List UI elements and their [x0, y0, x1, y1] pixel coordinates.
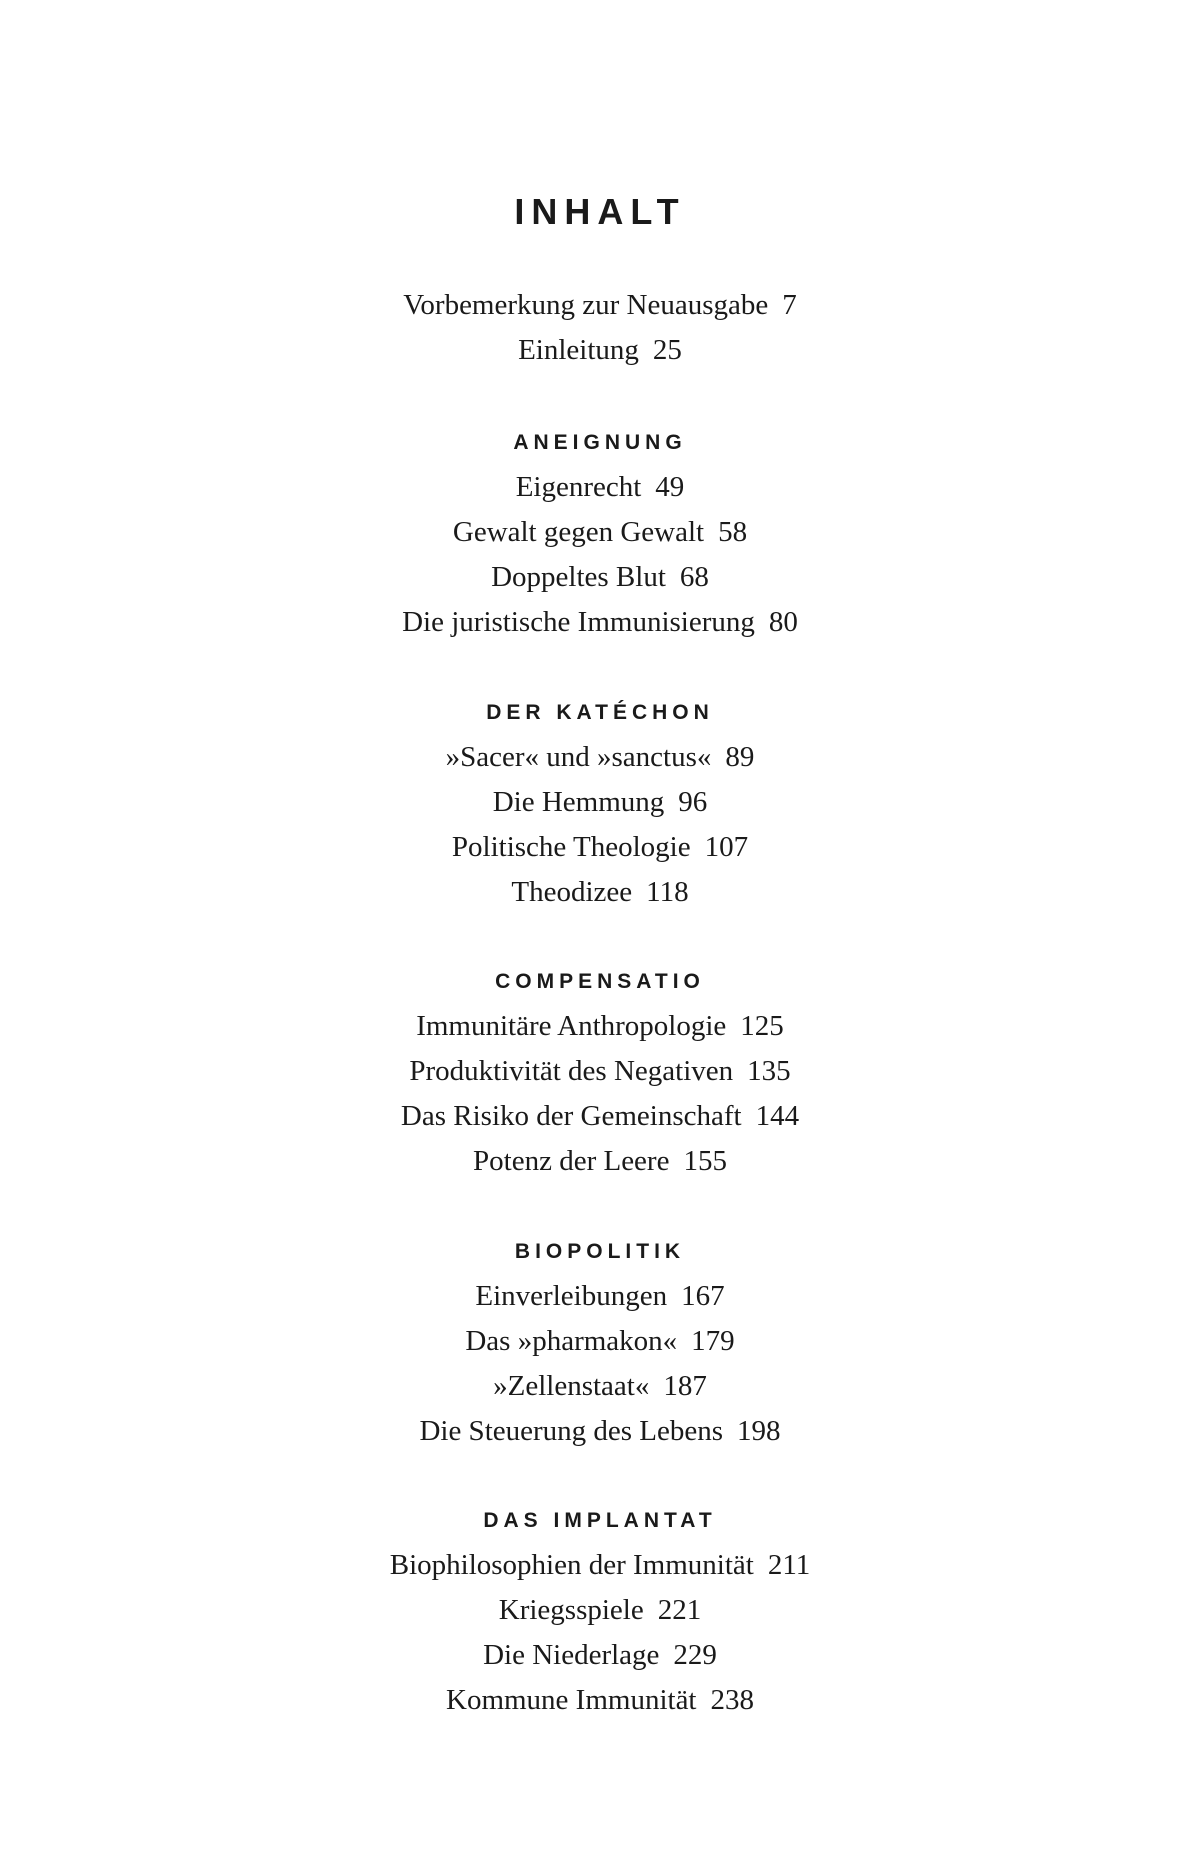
toc-entry-page: 238	[710, 1684, 754, 1716]
toc-entry	[0, 1049, 1200, 1094]
toc-section-das-implantat	[0, 1503, 1200, 1723]
toc-entry-label: Theodizee	[511, 876, 633, 908]
toc-entry-label: Das Risiko der Gemeinschaft	[400, 1100, 742, 1132]
toc-entry-page: 221	[657, 1594, 702, 1626]
toc-entry	[0, 600, 1200, 645]
toc-entry-label: Die juristische Immunisierung	[402, 606, 755, 638]
toc-entry-page: 125	[740, 1010, 784, 1042]
toc-entry	[0, 1274, 1200, 1319]
toc-entry-page: 25	[652, 334, 682, 366]
toc-entry	[0, 465, 1200, 510]
toc-entry-page: 135	[747, 1055, 791, 1087]
toc-entry	[0, 283, 1200, 328]
section-heading: COMPENSATIO	[495, 970, 705, 993]
section-heading: DER KATÉCHON	[486, 701, 714, 724]
toc-section-biopolitik	[0, 1234, 1200, 1454]
toc-entry	[0, 1364, 1200, 1409]
toc-entry-label: Kriegsspiele	[498, 1594, 644, 1626]
toc-entry-page: 58	[718, 516, 748, 548]
toc-entry	[0, 1588, 1200, 1633]
section-heading: DAS IMPLANTAT	[483, 1509, 717, 1532]
toc-entry-page: 187	[663, 1370, 707, 1402]
toc-section-compensatio	[0, 964, 1200, 1184]
toc-entry	[0, 825, 1200, 870]
toc-entry-label: Einverleibungen	[475, 1280, 668, 1312]
toc-entry-label: Immunitäre Anthropologie	[416, 1010, 727, 1042]
front-matter-list	[0, 283, 1200, 373]
toc-entry	[0, 780, 1200, 825]
toc-entry	[0, 1319, 1200, 1364]
toc-entry-page: 179	[691, 1325, 735, 1357]
toc-entry	[0, 1139, 1200, 1184]
toc-entry-label: Biophilosophien der Immunität	[389, 1549, 754, 1581]
section-heading: BIOPOLITIK	[514, 1240, 686, 1263]
toc-section-aneignung	[0, 425, 1200, 645]
toc-entry	[0, 1633, 1200, 1678]
toc-entry-page: 80	[768, 606, 798, 638]
toc-entry-page: 96	[678, 786, 708, 818]
toc-entry-label: Politische Theologie	[451, 831, 691, 863]
toc-entry	[0, 735, 1200, 780]
toc-entry-page: 229	[673, 1639, 717, 1671]
toc-entry-label: Eigenrecht	[515, 471, 642, 503]
toc-entry-page: 144	[755, 1100, 800, 1132]
toc-entry-page: 107	[704, 831, 749, 863]
toc-entry-label: Kommune Immunität	[446, 1684, 697, 1716]
toc-entry-label: Die Steuerung des Lebens	[419, 1415, 724, 1447]
toc-entry-label: Potenz der Leere	[473, 1145, 670, 1177]
toc-entry-label: Vorbemerkung zur Neuausgabe	[403, 289, 769, 321]
toc-entry	[0, 1004, 1200, 1049]
toc-entry-label: Die Niederlage	[483, 1639, 660, 1671]
toc-entry-label: »Sacer« und »sanctus«	[445, 741, 712, 773]
toc-entry-label: Die Hemmung	[492, 786, 665, 818]
toc-entry-page: 7	[782, 289, 797, 321]
toc-entry-label: »Zellenstaat«	[493, 1370, 650, 1402]
toc-entry-label: Doppeltes Blut	[491, 561, 666, 593]
toc-entry-page: 167	[681, 1280, 725, 1312]
toc-entry-label: Gewalt gegen Gewalt	[452, 516, 705, 548]
toc-entry	[0, 870, 1200, 915]
toc-entry	[0, 1409, 1200, 1454]
toc-entry	[0, 555, 1200, 600]
toc-entry-page: 198	[737, 1415, 781, 1447]
toc-entry-page: 118	[646, 876, 689, 908]
toc-entry-page: 89	[725, 741, 755, 773]
toc-entry	[0, 510, 1200, 555]
toc-entry-page: 68	[679, 561, 709, 593]
page-title: INHALT	[514, 191, 686, 232]
toc-entry-label: Das »pharmakon«	[465, 1325, 678, 1357]
toc-entry	[0, 1678, 1200, 1723]
toc-entry-page: 49	[655, 471, 685, 503]
toc-entry	[0, 1094, 1200, 1139]
toc-entry	[0, 328, 1200, 373]
toc-section-der-katechon	[0, 695, 1200, 915]
toc-entry	[0, 1543, 1200, 1588]
toc-entry-label: Einleitung	[518, 334, 639, 366]
section-heading: ANEIGNUNG	[513, 431, 687, 454]
toc-entry-label: Produktivität des Negativen	[409, 1055, 734, 1087]
toc-entry-page: 211	[767, 1549, 811, 1581]
toc-entry-page: 155	[683, 1145, 727, 1177]
